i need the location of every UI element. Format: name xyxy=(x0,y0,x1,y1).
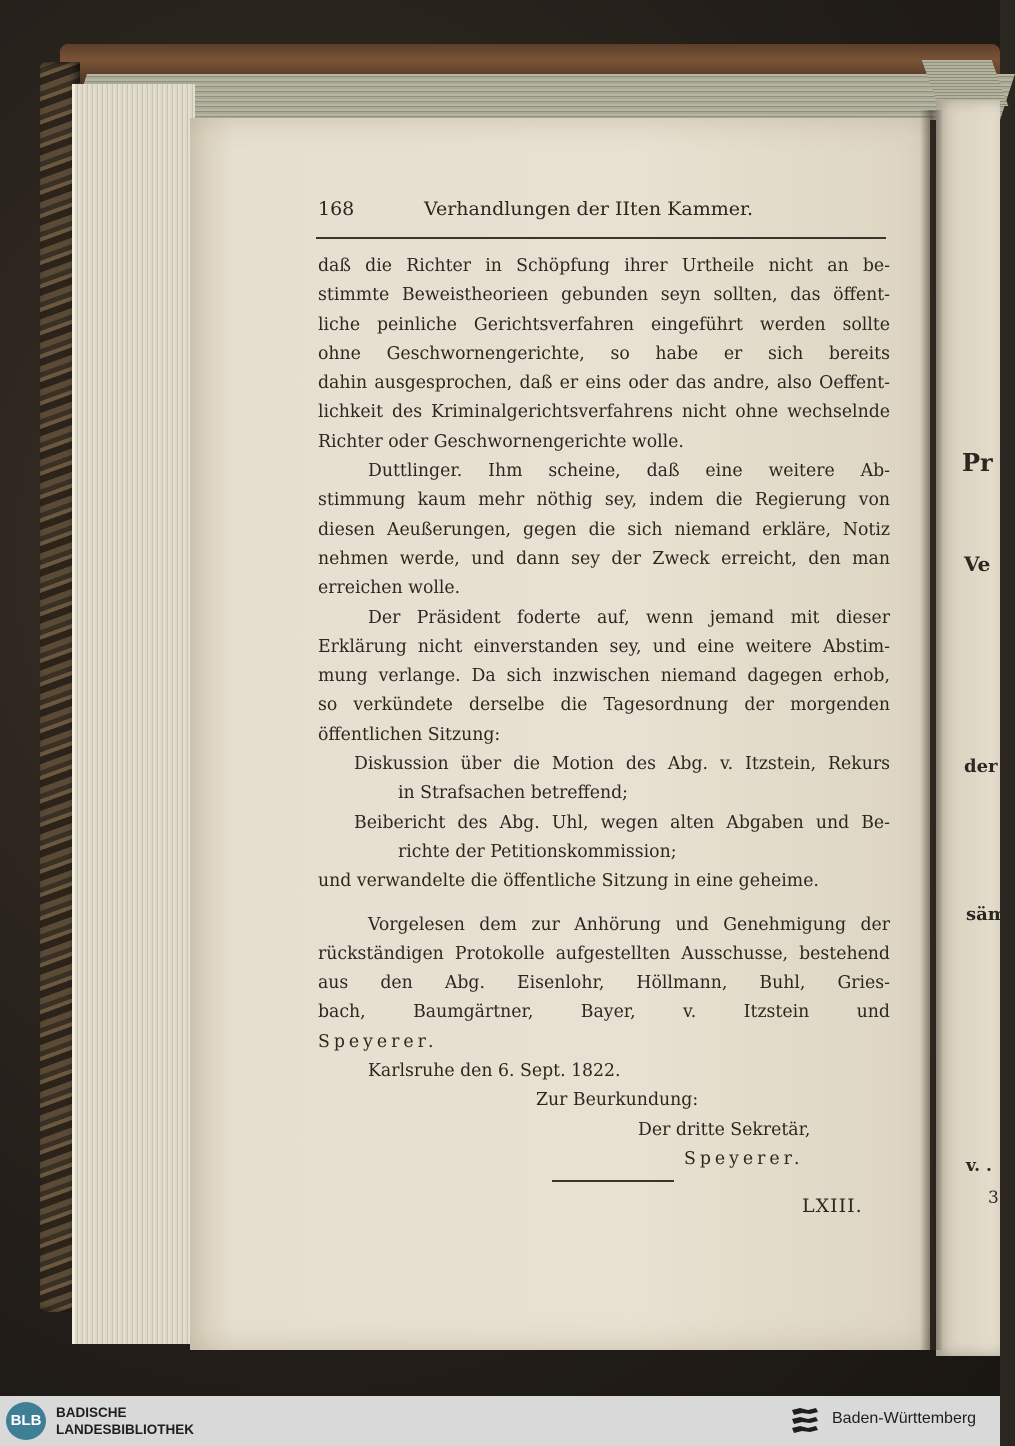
text-line: Der Präsident foderte auf, wenn jemand mit dieser xyxy=(368,607,890,628)
agenda-item: Beibericht des Abg. Uhl, wegen alten Abgaben und Be- xyxy=(354,812,890,833)
fragment-text: der xyxy=(964,756,998,777)
running-title: Verhandlungen der IIten Kammer. xyxy=(424,198,754,220)
place-date: Karlsruhe den 6. Sept. 1822. xyxy=(368,1061,621,1082)
text-line: stimmung kaum mehr nöthig sey, indem die Regierung von xyxy=(318,490,890,511)
paragraph-gap xyxy=(318,897,890,911)
page-edges-left xyxy=(72,84,195,1344)
fragment-text: säm xyxy=(966,904,1007,925)
text-line: Vorgelesen dem zur Anhörung und Genehmigung der xyxy=(368,914,890,935)
text-line: öffentlichen Sitzung: xyxy=(318,724,501,745)
closing-rule xyxy=(552,1180,674,1182)
text-line: Speyerer. xyxy=(318,1031,438,1052)
fragment-text: Pr xyxy=(962,448,993,477)
text-line: liche peinliche Gerichtsverfahren eingeführt werden sollte xyxy=(318,314,890,335)
page-edges-top xyxy=(72,74,1015,120)
library-name-line2: LANDESBIBLIOTHEK xyxy=(56,1422,194,1437)
text-line: Erklärung nicht einverstanden sey, und eine weitere Abstim- xyxy=(318,636,890,657)
footer-bar xyxy=(0,1396,1000,1446)
text-line: diesen Aeußerungen, gegen die sich niemand erkläre, Notiz xyxy=(318,519,890,540)
library-name[interactable] xyxy=(56,1404,194,1438)
agenda-item-cont: in Strafsachen betreffend; xyxy=(398,783,628,804)
fragment-text: 3 xyxy=(988,1188,999,1208)
secretary-name: Speyerer. xyxy=(684,1148,804,1169)
page-gutter xyxy=(920,110,942,1350)
signature-mark: LXIII. xyxy=(802,1195,863,1217)
text-line: aus den Abg. Eisenlohr, Höllmann, Buhl, Gries- xyxy=(318,973,890,994)
fragment-text: v. . xyxy=(966,1156,992,1176)
state-name[interactable]: Baden-Württemberg xyxy=(832,1410,977,1427)
text-line: rückständigen Protokolle aufgestellten Ausschusse, bestehend xyxy=(318,943,890,964)
header-rule xyxy=(316,237,886,239)
text-line: nehmen werde, und dann sey der Zweck erreicht, den man xyxy=(318,548,890,569)
text-line: erreichen wolle. xyxy=(318,578,461,599)
text-line: so verkündete derselbe die Tagesordnung der morgenden xyxy=(318,695,890,716)
text-line: dahin ausgesprochen, daß er eins oder das andre, also Oeffent- xyxy=(318,373,890,394)
text-line: mung verlange. Da sich inzwischen niemand dagegen erhob, xyxy=(318,666,890,687)
text-line: und verwandelte die öffentliche Sitzung in eine geheime. xyxy=(318,871,819,892)
page-number: 168 xyxy=(318,198,355,220)
text-line: bach, Baumgärtner, Bayer, v. Itzstein und xyxy=(318,1002,890,1023)
agenda-item: Diskussion über die Motion des Abg. v. Itzstein, Rekurs xyxy=(354,754,890,775)
page-body xyxy=(318,252,890,1174)
text-line: ohne Geschwornengerichte, so habe er sich bereits xyxy=(318,343,890,364)
attestation: Zur Beurkundung: xyxy=(536,1090,699,1111)
text-line: daß die Richter in Schöpfung ihrer Urtheile nicht an be- xyxy=(318,256,890,276)
secretary-title: Der dritte Sekretär, xyxy=(638,1119,811,1140)
library-name-line1: BADISCHE xyxy=(56,1405,127,1420)
blb-logo-icon[interactable]: BLB xyxy=(6,1402,46,1440)
agenda-item-cont: richte der Petitionskommission; xyxy=(398,841,677,862)
text-line: Richter oder Geschwornengerichte wolle. xyxy=(318,431,684,452)
fragment-text: Ve xyxy=(964,552,991,576)
text-line: Duttlinger. Ihm scheine, daß eine weitere Ab- xyxy=(368,461,890,482)
text-line: stimmte Beweistheorieen gebunden seyn sollten, das öffent- xyxy=(318,285,890,306)
text-line: lichkeit des Kriminalgerichtsverfahrens nicht ohne wechselnde xyxy=(318,402,890,423)
baden-wuerttemberg-lions-icon[interactable] xyxy=(788,1404,822,1438)
